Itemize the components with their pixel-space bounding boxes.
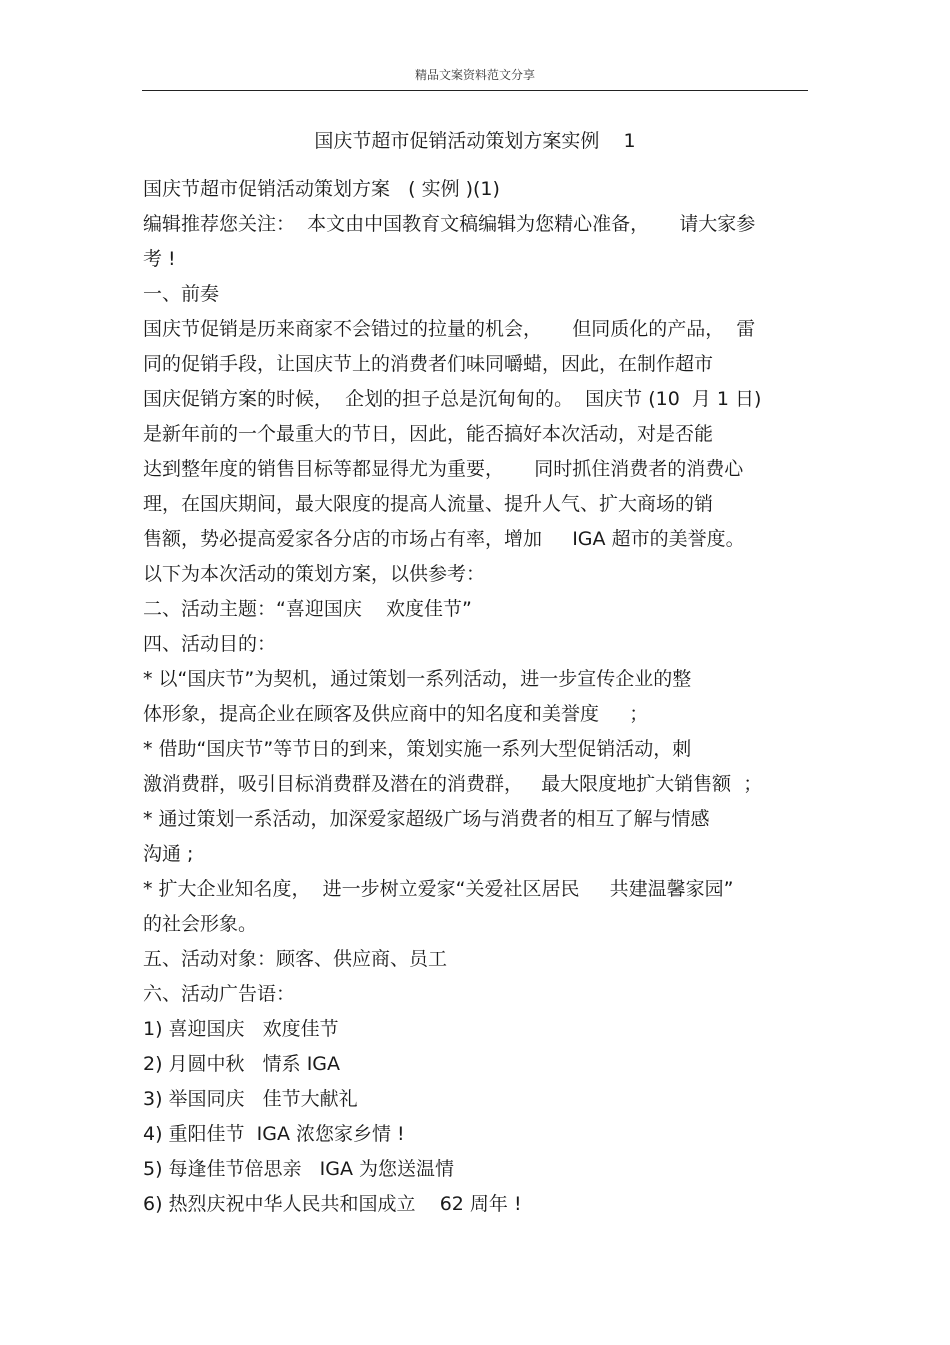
text-line: 国庆节超市促销活动策划方案 ( 实例 )(1) (143, 178, 500, 200)
text-line: 编辑推荐您关注： 本文由中国教育文稿编辑为您精心准备， 请大家参 (143, 213, 756, 235)
text-line: * 通过策划一系活动，加深爱家超级广场与消费者的相互了解与情感 (143, 808, 710, 830)
header-divider (142, 90, 808, 91)
text-line: * 扩大企业知名度， 进一步树立爱家“关爱社区居民 共建温馨家园” (143, 878, 734, 900)
text-line: 一、前奏 (143, 283, 220, 305)
text-line: 1) 喜迎国庆 欢度佳节 (143, 1018, 339, 1040)
text-line: 沟通 ; (143, 843, 194, 865)
text-line: 国庆促销方案的时候， 企划的担子总是沉甸甸的。 国庆节 (10 月 1 日) (143, 388, 762, 410)
text-line: 激消费群，吸引目标消费群及潜在的消费群， 最大限度地扩大销售额 ； (143, 773, 763, 795)
text-line: * 借助“国庆节”等节日的到来，策划实施一系列大型促销活动，刺 (143, 738, 692, 760)
page-header: 精品文案资料范文分享 (414, 68, 535, 82)
text-line: 达到整年度的销售目标等都显得尤为重要， 同时抓住消费者的消费心 (143, 458, 744, 480)
text-line: 的社会形象。 (143, 913, 258, 935)
document-title: 国庆节超市促销活动策划方案实例 1 (314, 130, 636, 152)
text-line: 4) 重阳佳节 IGA 浓您家乡情 ! (143, 1123, 405, 1145)
text-line: 二、活动主题：“喜迎国庆 欢度佳节” (143, 598, 472, 620)
text-line: 2) 月圆中秋 情系 IGA (143, 1053, 341, 1075)
text-line: 售额，势必提高爱家各分店的市场占有率，增加 IGA 超市的美誉度。 (143, 528, 745, 550)
text-line: 5) 每逢佳节倍思亲 IGA 为您送温情 (143, 1158, 455, 1180)
text-line: 是新年前的一个最重大的节日，因此，能否搞好本次活动，对是否能 (143, 423, 714, 445)
text-line: 理，在国庆期间，最大限度的提高人流量、提升人气、扩大商场的销 (143, 493, 714, 515)
text-line: * 以“国庆节”为契机，通过策划一系列活动，进一步宣传企业的整 (143, 668, 692, 690)
text-line: 6) 热烈庆祝中华人民共和国成立 62 周年 ! (143, 1193, 522, 1215)
text-line: 3) 举国同庆 佳节大献礼 (143, 1088, 358, 1110)
text-line: 五、活动对象：顾客、供应商、员工 (143, 948, 448, 970)
text-line: 以下为本次活动的策划方案，以供参考： (143, 563, 486, 585)
text-line: 同的促销手段，让国庆节上的消费者们味同嚼蜡，因此，在制作超市 (143, 353, 714, 375)
text-line: 考 ! (143, 248, 176, 270)
text-line: 体形象，提高企业在顾客及供应商中的知名度和美誉度 ； (143, 703, 649, 725)
text-line: 六、活动广告语： (143, 983, 296, 1005)
document-body (143, 172, 808, 1222)
text-line: 四、活动目的： (143, 633, 277, 655)
text-line: 国庆节促销是历来商家不会错过的拉量的机会， 但同质化的产品， 雷 (143, 318, 756, 340)
